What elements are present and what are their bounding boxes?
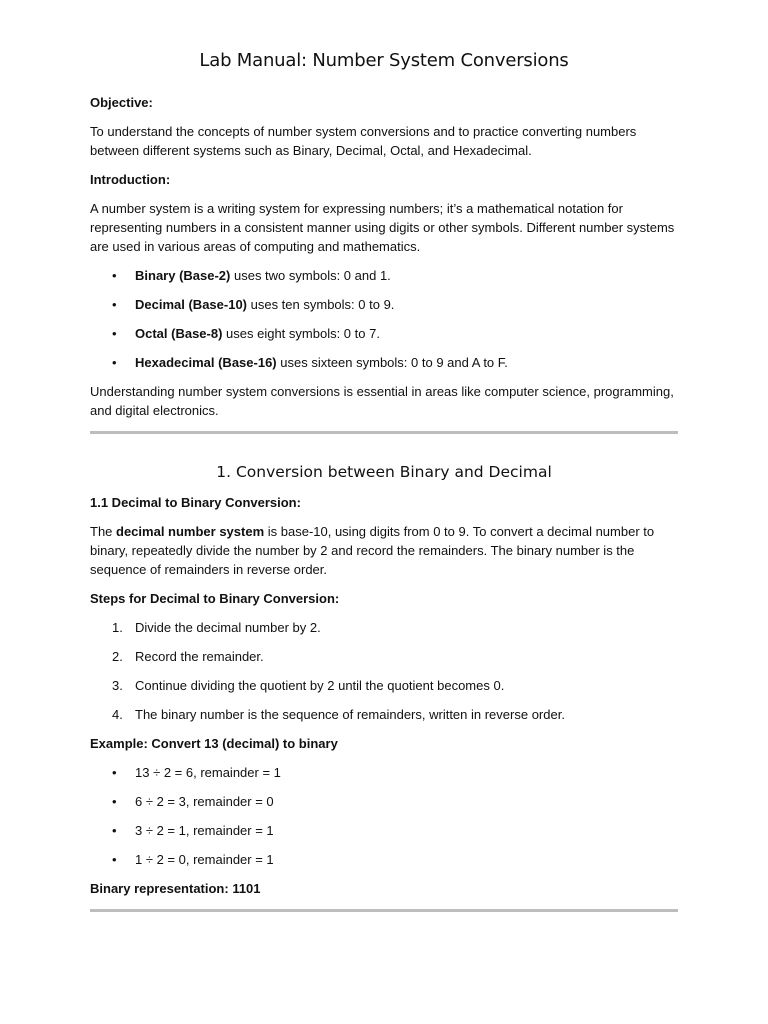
list-item: • 13 ÷ 2 = 6, remainder = 1	[90, 763, 678, 782]
list-item: • 3 ÷ 2 = 1, remainder = 1	[90, 821, 678, 840]
system-name: Octal (Base-8)	[135, 326, 223, 341]
introduction-label: Introduction:	[90, 172, 171, 187]
decimal-intro-text: The decimal number system is base-10, using digits from 0 to 9. To convert a decimal number to binary, repeatedly divide the number by 2 and record the remainders. The binary number is the sequence of remainders in reverse order.	[90, 524, 655, 577]
system-desc: uses sixteen symbols: 0 to 9 and A to F.	[276, 355, 508, 370]
list-item	[90, 295, 678, 314]
example-steps-list	[90, 763, 678, 869]
step-text: The binary number is the sequence of remainders, written in reverse order.	[135, 707, 565, 722]
section-heading: 1. Conversion between Binary and Decimal	[216, 463, 552, 481]
introduction-text: A number system is a writing system for expressing numbers; it’s a mathematical notation for representing numbers in a consistent manner using digits or other symbols. Different number systems are used in various areas of computing and mathematics.	[90, 201, 675, 254]
system-desc: uses ten symbols: 0 to 9.	[247, 297, 395, 312]
binary-result: Binary representation: 1101	[90, 881, 261, 896]
system-name: Hexadecimal (Base-16)	[135, 355, 277, 370]
subsection-heading: 1.1 Decimal to Binary Conversion:	[90, 495, 301, 510]
list-item	[90, 647, 678, 666]
introduction-closing: Understanding number system conversions is essential in areas like computer science, programming, and digital electronics.	[90, 384, 674, 418]
list-item: • 1 ÷ 2 = 0, remainder = 1	[90, 850, 678, 869]
step-number: 2.	[112, 649, 123, 664]
system-desc: uses eight symbols: 0 to 7.	[222, 326, 380, 341]
section-divider	[90, 431, 678, 434]
objective-text: To understand the concepts of number system conversions and to practice converting numbers between different systems such as Binary, Decimal, Octal, and Hexadecimal.	[90, 124, 637, 158]
step-number: 3.	[112, 678, 123, 693]
list-item	[90, 324, 678, 343]
system-name: Binary (Base-2)	[135, 268, 231, 283]
step-text: Divide the decimal number by 2.	[135, 620, 321, 635]
example-label: Example: Convert 13 (decimal) to binary	[90, 736, 338, 751]
list-item	[90, 676, 678, 695]
step-number: 4.	[112, 707, 123, 722]
system-name: Decimal (Base-10)	[135, 297, 247, 312]
steps-list	[90, 618, 678, 724]
step-text: Continue dividing the quotient by 2 until the quotient becomes 0.	[135, 678, 505, 693]
objective-label: Objective:	[90, 95, 153, 110]
number-systems-list	[90, 266, 678, 372]
list-item: • 6 ÷ 2 = 3, remainder = 0	[90, 792, 678, 811]
list-item	[90, 618, 678, 637]
steps-label: Steps for Decimal to Binary Conversion:	[90, 591, 340, 606]
list-item	[90, 705, 678, 724]
page-title: Lab Manual: Number System Conversions	[199, 50, 569, 71]
list-item	[90, 353, 678, 372]
list-item	[90, 266, 678, 285]
step-number: 1.	[112, 620, 123, 635]
document-body	[90, 0, 678, 912]
step-text: Record the remainder.	[135, 649, 264, 664]
system-desc: uses two symbols: 0 and 1.	[230, 268, 391, 283]
section-divider	[90, 909, 678, 912]
decimal-term: decimal number system	[116, 524, 265, 539]
